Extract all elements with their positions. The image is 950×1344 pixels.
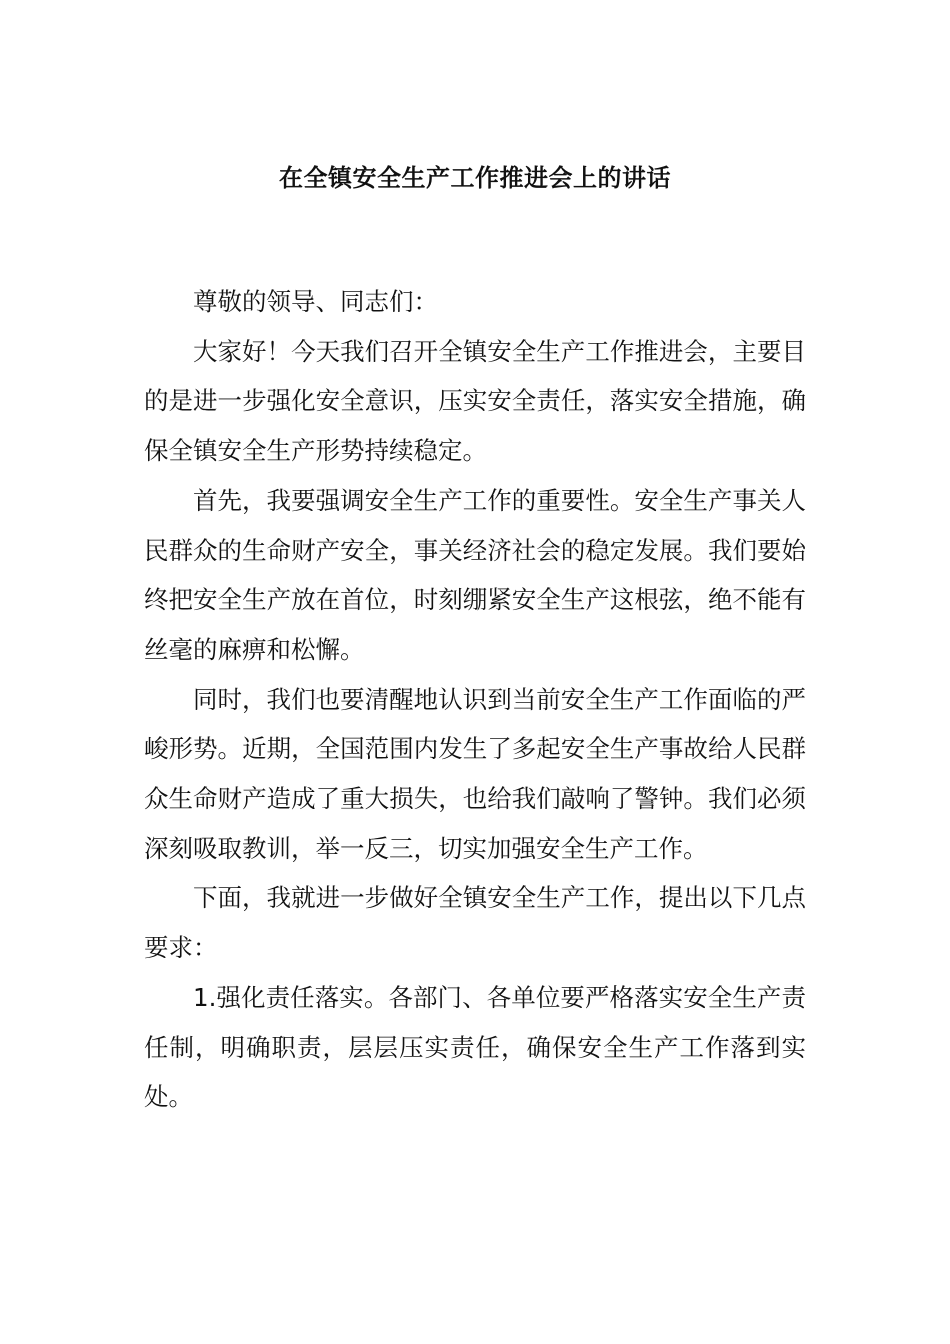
paragraph-requirement-1: 1.强化责任落实。各部门、各单位要严格落实安全生产责任制，明确职责，层层压实责任，确保安全生产工作落到实处。 [144, 982, 806, 1112]
paragraph-situation: 同时，我们也要清醒地认识到当前安全生产工作面临的严峻形势。近期，全国范围内发生了多起安全生产事故给人民群众生命财产造成了重大损失，也给我们敲响了警钟。我们必须深刻吸取教训，举一反三，切实加强安全生产工作。 [144, 684, 806, 863]
paragraph-greeting: 大家好！今天我们召开全镇安全生产工作推进会，主要目的是进一步强化安全意识，压实安全责任，落实安全措施，确保全镇安全生产形势持续稳定。 [144, 336, 806, 466]
paragraph-salutation: 尊敬的领导、同志们： [193, 287, 438, 316]
paragraph-importance: 首先，我要强调安全生产工作的重要性。安全生产事关人民群众的生命财产安全，事关经济社会的稳定发展。我们要始终把安全生产放在首位，时刻绷紧安全生产这根弦，绝不能有丝毫的麻痹和松懈。 [144, 485, 806, 664]
document-title: 在全镇安全生产工作推进会上的讲话 [279, 164, 671, 192]
document-body [144, 277, 806, 1122]
paragraph-requirements-intro: 下面，我就进一步做好全镇安全生产工作，提出以下几点要求： [144, 883, 806, 963]
